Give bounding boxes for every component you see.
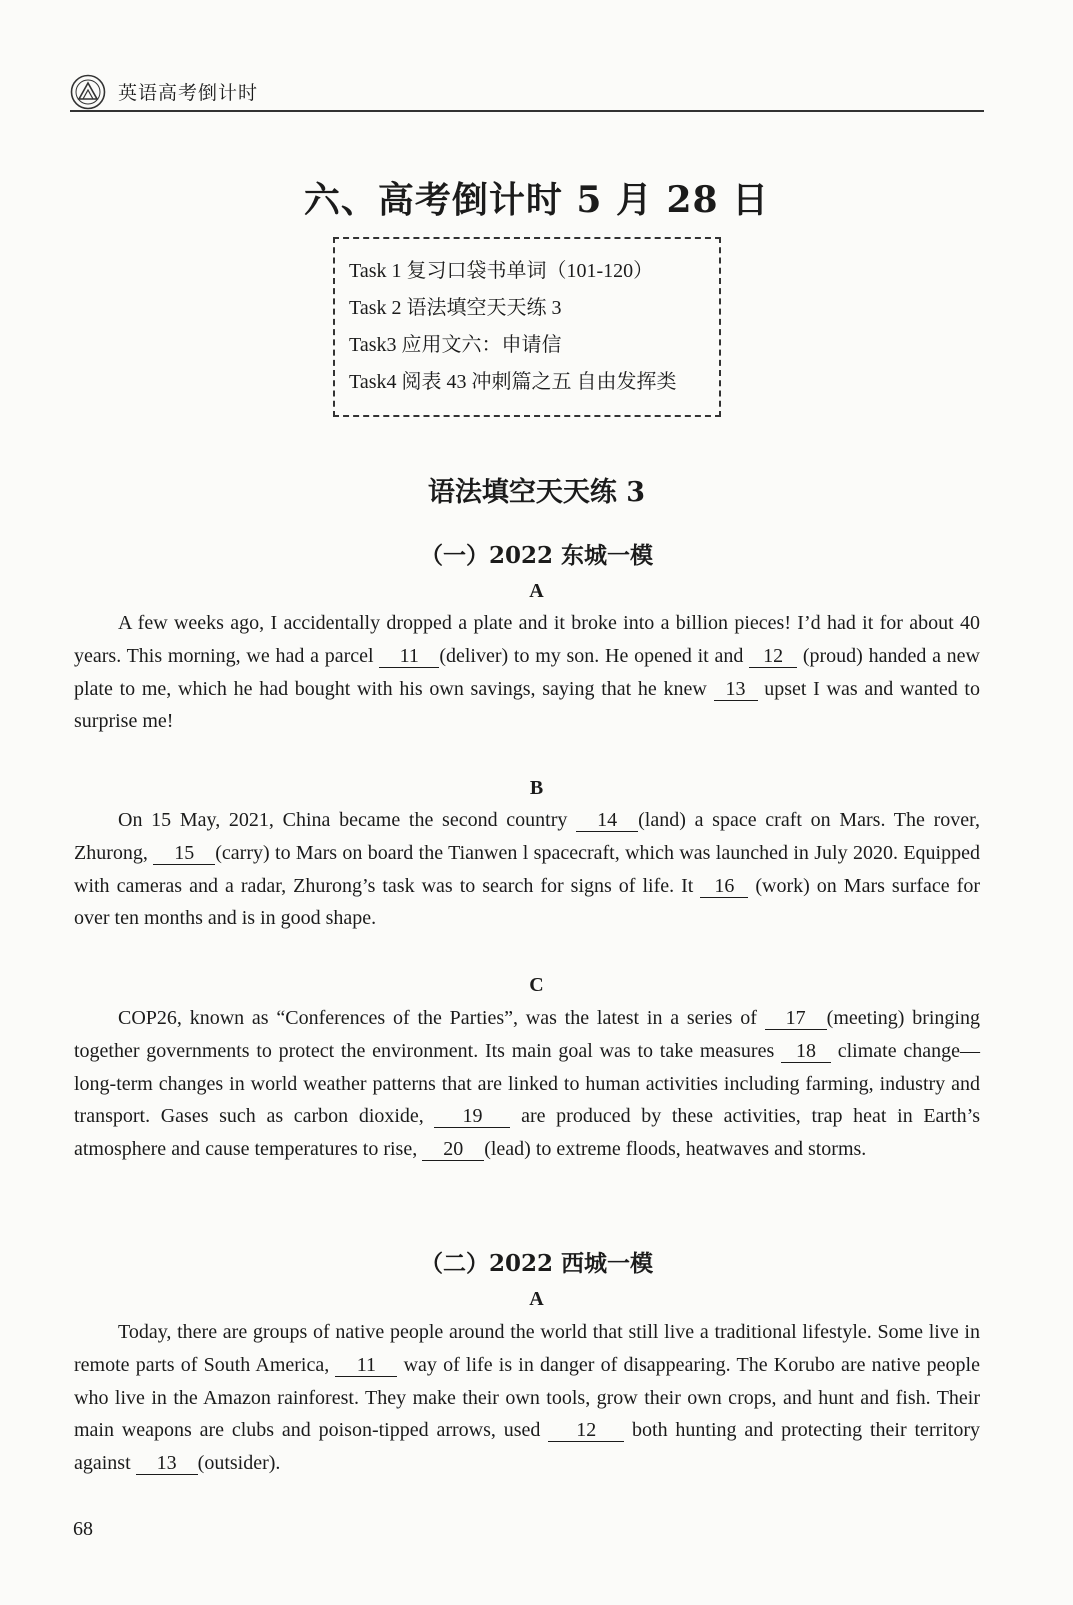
book-title: 英语高考倒计时 — [118, 82, 259, 104]
part2-title: （二）2022 西城一模 — [419, 1250, 654, 1277]
passage-1c: COP26, known as “Conferences of the Parties”, was the latest in a series of 17 (meeting) bringing together governments to protect the environment. Its main goal was to take measures 18 climate change—long-term changes in world weather patterns that are linked to human activities including farming, industry and transport. Gases such as carbon dioxide, 19 are produced by these activities, trap heat in Earth’s atmosphere and cause temperatures to rise, 20 (lead) to extreme floods, heatwaves and storms. — [74, 1007, 980, 1161]
blank-17[interactable]: 17 — [765, 1007, 827, 1030]
part1-title: （一）2022 东城一模 — [419, 542, 654, 569]
blank-11-b[interactable]: 11 — [335, 1354, 397, 1377]
blank-16[interactable]: 16 — [700, 875, 748, 898]
blank-11[interactable]: 11 — [379, 645, 439, 668]
blank-15[interactable]: 15 — [153, 842, 215, 865]
passage-letter-b: B — [529, 777, 544, 799]
task-item-1: Task 1 复习口袋书单词（101-120） — [349, 260, 654, 282]
school-emblem-icon — [70, 74, 106, 110]
passage-letter-a-2: A — [529, 1288, 544, 1310]
task-list-box — [333, 237, 721, 417]
blank-12[interactable]: 12 — [749, 645, 797, 668]
passage-letter-a: A — [529, 580, 544, 602]
section-title: 语法填空天天练 3 — [427, 477, 646, 508]
blank-19[interactable]: 19 — [434, 1105, 510, 1128]
passage-2a: Today, there are groups of native people around the world that still live a traditional lifestyle. Some live in remote parts of South America, 11 way of life is in danger of disappearing. The Korubo are native people who live in the Amazon rainforest. They make their own tools, grow their own crops, and hunt and fish. Their main weapons are clubs and poison-tipped arrows, used 12 both hunting and protecting their territory against 13 (outsider). — [74, 1321, 980, 1475]
passage-letter-c: C — [529, 974, 544, 996]
blank-13[interactable]: 13 — [714, 678, 758, 701]
passage-1a: A few weeks ago, I accidentally dropped a plate and it broke into a billion pieces! I’d had it for about 40 years. This morning, we had a parcel 11 (deliver) to my son. He opened it and 12 (proud) handed a new plate to me, which he had bought with his own savings, saying that he knew 13 upset I was and wanted to surprise me! — [74, 612, 981, 733]
page-title: 六、高考倒计时 5 月 28 日 — [303, 179, 770, 221]
blank-18[interactable]: 18 — [781, 1040, 831, 1063]
task-item-2: Task 2 语法填空天天练 3 — [349, 297, 562, 319]
blank-13-b[interactable]: 13 — [136, 1452, 198, 1475]
header-divider — [70, 110, 984, 112]
blank-12-b[interactable]: 12 — [548, 1419, 624, 1442]
blank-20[interactable]: 20 — [422, 1138, 484, 1161]
task-item-4: Task4 阅表 43 冲刺篇之五 自由发挥类 — [349, 371, 677, 393]
page-number: 68 — [73, 1518, 93, 1540]
passage-1b: On 15 May, 2021, China became the second country 14 (land) a space craft on Mars. The rover, Zhurong, 15 (carry) to Mars on board the Tianwen l spacecraft, which was launched in July 2020. Equipped with cameras and a radar, Zhurong’s task was to search for signs of life. It 16 (work) on Mars surface for over ten months and is in good shape. — [74, 809, 980, 930]
task-item-3: Task3 应用文六：申请信 — [349, 334, 562, 356]
page-header — [70, 72, 980, 112]
blank-14[interactable]: 14 — [576, 809, 638, 832]
